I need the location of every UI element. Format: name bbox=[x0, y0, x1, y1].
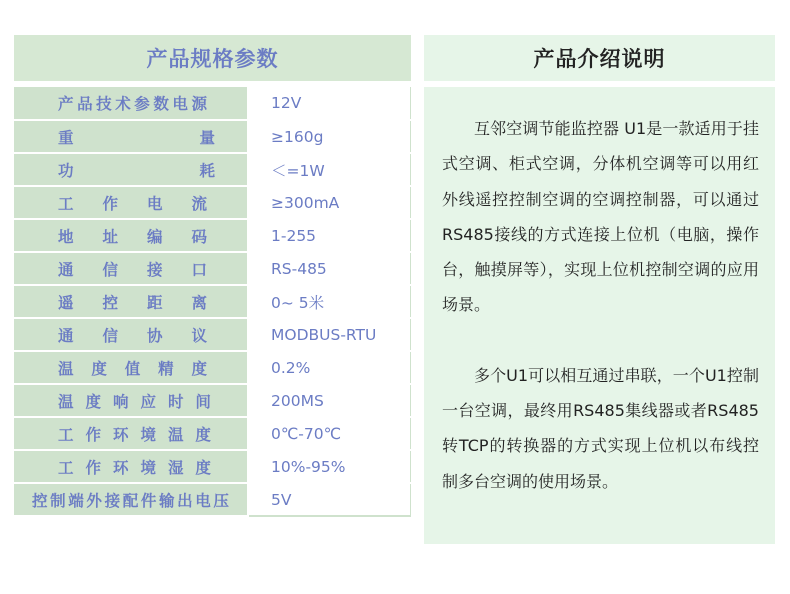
spec-value: ≥300mA bbox=[248, 186, 411, 219]
spec-label-text: 产 品 技 术 参 数 电 源 bbox=[58, 95, 207, 113]
spec-label bbox=[14, 219, 248, 252]
table-row bbox=[14, 252, 411, 285]
table-row bbox=[14, 87, 411, 120]
spec-label-text: 功 耗 bbox=[58, 161, 215, 180]
spec-value: 1-255 bbox=[248, 219, 411, 252]
spec-label bbox=[14, 285, 248, 318]
table-row bbox=[14, 318, 411, 351]
spec-label-text: 工 作 环 境 温 度 bbox=[58, 425, 211, 444]
spec-label bbox=[14, 87, 248, 120]
description-paragraph-2: 多个U1可以相互通过串联，一个U1控制一台空调，最终用RS485集线器或者RS485转TCP的转换器的方式实现上位机以布线控制多台空调的使用场景。 bbox=[442, 365, 759, 491]
spec-label-text: 温 度 值 精 度 bbox=[58, 359, 207, 378]
spec-label bbox=[14, 351, 248, 384]
description-panel bbox=[424, 87, 775, 544]
description-header: 产品介绍说明 bbox=[424, 35, 775, 81]
spec-label bbox=[14, 417, 248, 450]
table-row bbox=[14, 483, 411, 516]
specs-table bbox=[14, 87, 411, 517]
spec-label bbox=[14, 153, 248, 186]
spec-value: 12V bbox=[248, 87, 411, 120]
spec-value: 200MS bbox=[248, 384, 411, 417]
specs-header: 产品规格参数 bbox=[14, 35, 411, 81]
description-paragraph-1: 互邻空调节能监控器 U1是一款适用于挂式空调、柜式空调，分体机空调等可以用红外线遥控控制空调的空调控制器，可以通过RS485接线的方式连接上位机（电脑，操作台，触摸屏等），实现上位机控制空调的应用场景。 bbox=[442, 119, 759, 315]
spec-label bbox=[14, 120, 248, 153]
table-row bbox=[14, 351, 411, 384]
spec-label-text: 温 度 响 应 时 间 bbox=[58, 392, 211, 411]
spec-value: RS-485 bbox=[248, 252, 411, 285]
spec-value: ≥160g bbox=[248, 120, 411, 153]
spec-value: 0℃-70℃ bbox=[248, 417, 411, 450]
spec-label-text: 控 制 端 外 接 配 件 输 出 电 压 bbox=[32, 491, 229, 510]
table-row bbox=[14, 384, 411, 417]
spec-value: 10%-95% bbox=[248, 450, 411, 483]
spec-label bbox=[14, 186, 248, 219]
spec-label bbox=[14, 483, 248, 516]
spec-label-text: 通 信 接 口 bbox=[58, 260, 207, 279]
table-row bbox=[14, 450, 411, 483]
table-row bbox=[14, 153, 411, 186]
spec-label bbox=[14, 318, 248, 351]
spec-label bbox=[14, 450, 248, 483]
table-row bbox=[14, 120, 411, 153]
table-row bbox=[14, 186, 411, 219]
spec-label bbox=[14, 252, 248, 285]
spec-value: MODBUS-RTU bbox=[248, 318, 411, 351]
table-row bbox=[14, 417, 411, 450]
spec-label-text: 工 作 电 流 bbox=[58, 194, 207, 213]
spec-value: ＜=1W bbox=[248, 153, 411, 186]
spec-label-text: 工 作 环 境 湿 度 bbox=[58, 458, 211, 477]
spec-value: 0~ 5米 bbox=[248, 285, 411, 318]
spec-label-text: 遥 控 距 离 bbox=[58, 293, 207, 312]
table-row bbox=[14, 285, 411, 318]
spec-value: 5V bbox=[248, 483, 411, 516]
spec-label-text: 通 信 协 议 bbox=[58, 326, 207, 345]
spec-label bbox=[14, 384, 248, 417]
table-row bbox=[14, 219, 411, 252]
spec-label-text: 地 址 编 码 bbox=[58, 227, 207, 246]
spec-label-text: 重 量 bbox=[58, 128, 215, 147]
spec-value: 0.2% bbox=[248, 351, 411, 384]
